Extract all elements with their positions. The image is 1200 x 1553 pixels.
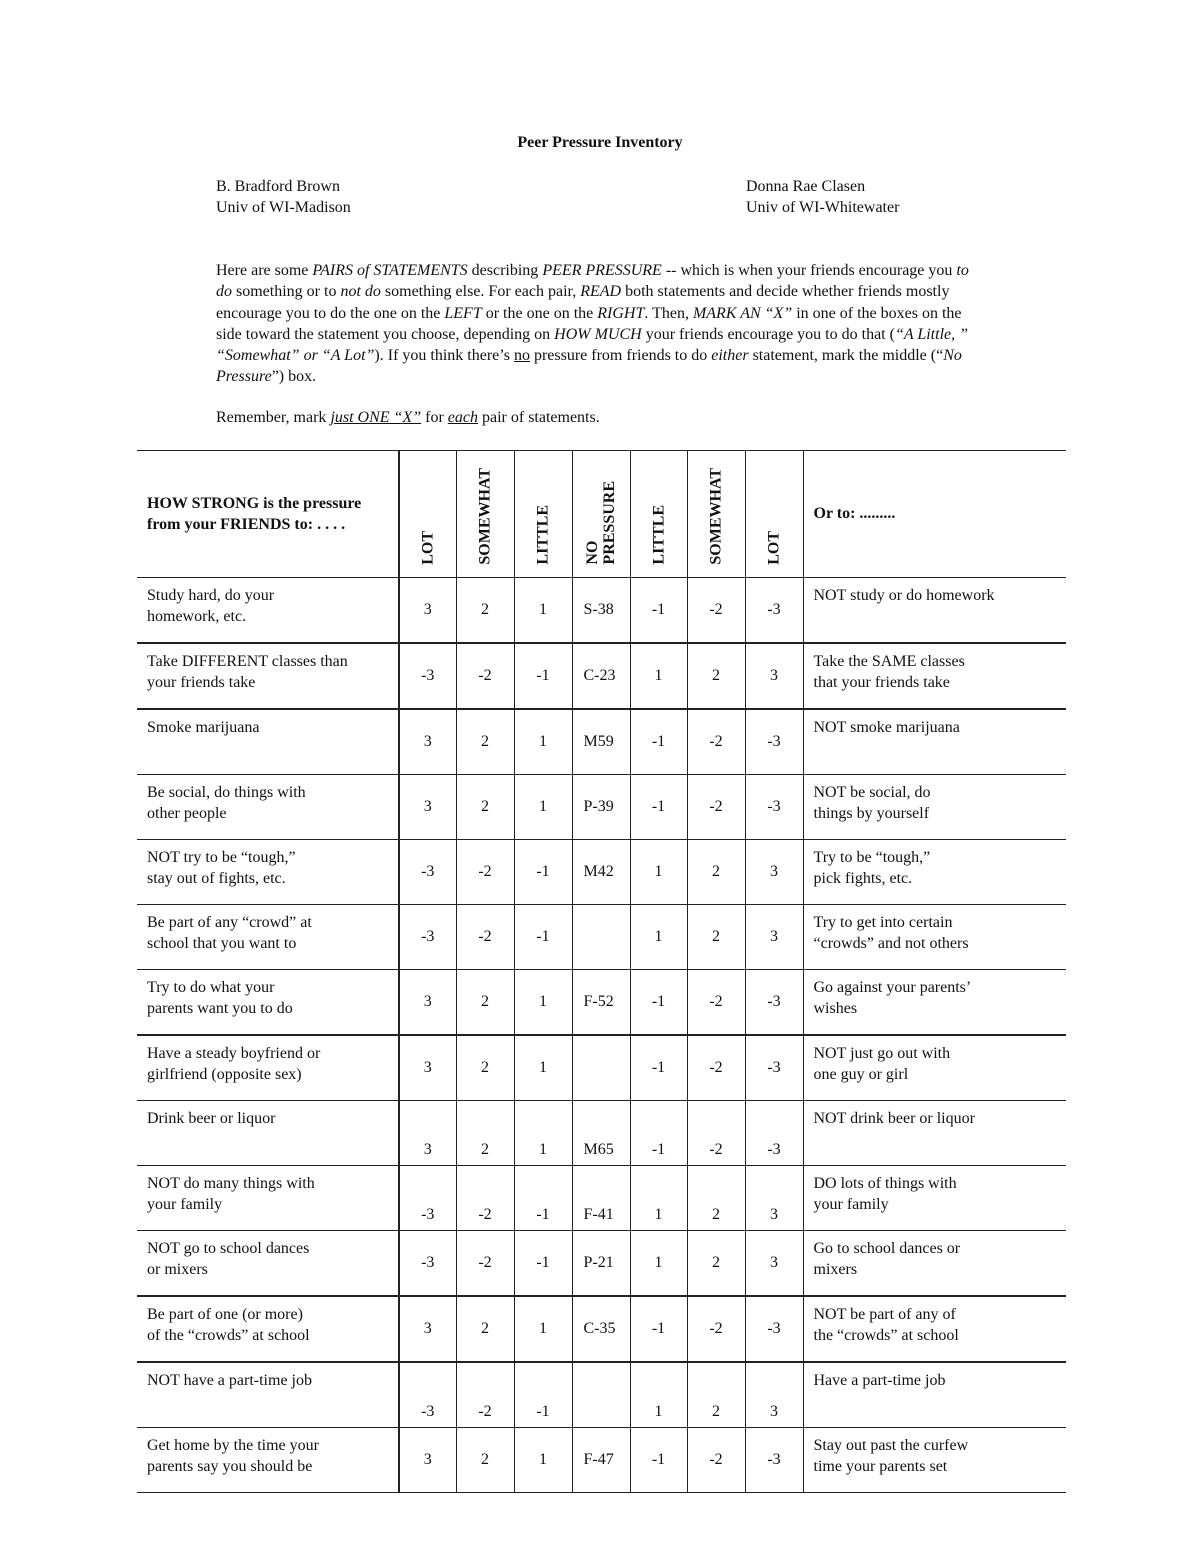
rating-cell-somewhat-left[interactable]: -2 [456,1362,514,1428]
left-statement: NOT do many things with your family [137,1166,399,1231]
author-left-name: B. Bradford Brown [216,178,340,195]
intro-emphasis: HOW MUCH [554,325,642,343]
rating-cell-somewhat-left[interactable]: 2 [456,1035,514,1101]
column-header-no-pressure [572,451,630,578]
rating-cell-somewhat-right[interactable]: 2 [687,905,745,970]
column-header-somewhat-left [456,451,514,578]
intro-text: both statements and decide whether friends mostly encourage you to do the one on the [216,283,950,322]
author-left [216,176,351,218]
rating-cell-little-left[interactable]: 1 [514,709,572,775]
rating-cell-lot-left[interactable]: 3 [399,1296,456,1362]
intro-text: ). If you think there’s [374,347,514,365]
intro-emphasis: RIGHT [597,304,645,322]
rating-cell-little-right[interactable]: 1 [630,643,687,709]
rating-cell-little-left[interactable]: 1 [514,1296,572,1362]
right-statement: NOT smoke marijuana [803,709,1066,775]
intro-emphasis: READ [580,283,622,301]
intro-text: ”) box. [271,368,317,386]
rating-cell-lot-right[interactable]: -3 [745,1035,803,1101]
rating-cell-little-right[interactable]: 1 [630,1231,687,1297]
rating-cell-somewhat-right[interactable]: -2 [687,1296,745,1362]
rating-cell-little-right[interactable]: -1 [630,970,687,1036]
rating-cell-somewhat-right[interactable]: -2 [687,709,745,775]
rating-cell-somewhat-right[interactable]: 2 [687,643,745,709]
intro-emphasis: to do [216,262,969,301]
intro-text: describing [467,262,543,279]
header-right-prompt: Or to: ......... [803,451,1066,578]
rating-cell-lot-right[interactable]: 3 [745,905,803,970]
intro-text: statement, mark the middle (“ [748,347,944,365]
rating-cell-no-pressure[interactable]: F-41 [572,1166,630,1231]
table-row [137,578,1066,644]
left-statement: Have a steady boyfriend or girlfriend (opposite sex) [137,1035,399,1101]
instructions-paragraph [216,260,986,388]
column-header-little-left [514,451,572,578]
table-row [137,643,1066,709]
intro-emphasis: not do [340,283,381,301]
intro-emphasis: PEER PRESSURE [542,262,662,279]
rating-cell-somewhat-right[interactable]: -2 [687,578,745,644]
rating-cell-little-left[interactable]: 1 [514,578,572,644]
column-label: NO PRESSURE [584,481,618,565]
rating-cell-lot-left[interactable]: -3 [399,1362,456,1428]
rating-cell-somewhat-left[interactable]: 2 [456,1428,514,1493]
rating-cell-somewhat-left[interactable]: 2 [456,1296,514,1362]
intro-emphasis: No Pressure [216,347,962,386]
rating-cell-somewhat-left[interactable]: 2 [456,970,514,1036]
rating-cell-lot-left[interactable]: 3 [399,1101,456,1166]
rating-cell-little-right[interactable]: 1 [630,905,687,970]
rating-cell-little-right[interactable]: 1 [630,1166,687,1231]
reminder-text [216,409,600,427]
table-row [137,840,1066,905]
rating-cell-somewhat-right[interactable]: -2 [687,775,745,840]
rating-cell-little-left[interactable]: 1 [514,1035,572,1101]
rating-cell-no-pressure[interactable] [572,905,630,970]
left-statement: Be part of one (or more) of the “crowds” at school [137,1296,399,1362]
reminder-emphasis: each [447,409,478,426]
right-statement: Try to be “tough,” pick fights, etc. [803,840,1066,905]
right-statement: NOT just go out with one guy or girl [803,1035,1066,1101]
rating-cell-little-left[interactable]: -1 [514,905,572,970]
rating-cell-lot-right[interactable]: -3 [745,775,803,840]
rating-cell-lot-right[interactable]: -3 [745,1101,803,1166]
intro-text: pressure from friends to do [529,347,712,365]
author-right-affiliation: Univ of WI-Whitewater [746,199,900,216]
rating-cell-little-right[interactable]: 1 [630,840,687,905]
rating-cell-lot-right[interactable]: 3 [745,1362,803,1428]
rating-cell-somewhat-left[interactable]: -2 [456,905,514,970]
rating-cell-lot-right[interactable]: 3 [745,1166,803,1231]
table-row [137,1296,1066,1362]
rating-cell-no-pressure[interactable] [572,1035,630,1101]
rating-cell-no-pressure[interactable]: F-52 [572,970,630,1036]
rating-cell-little-left[interactable]: 1 [514,775,572,840]
table-row [137,1362,1066,1428]
rating-cell-no-pressure[interactable]: S-38 [572,578,630,644]
reminder-part: Remember, mark [216,409,331,426]
author-left-affiliation: Univ of WI-Madison [216,199,351,216]
intro-text: in one of the boxes on the side toward the statement you choose, depending on [216,304,962,343]
rating-cell-somewhat-left[interactable]: 2 [456,578,514,644]
rating-cell-lot-left[interactable]: 3 [399,578,456,644]
rating-cell-little-right[interactable]: -1 [630,1035,687,1101]
author-right-name: Donna Rae Clasen [746,178,866,195]
rating-cell-lot-left[interactable]: -3 [399,840,456,905]
rating-cell-somewhat-right[interactable]: 2 [687,1231,745,1297]
intro-underline: no [513,347,530,365]
rating-cell-no-pressure[interactable]: P-21 [572,1231,630,1297]
rating-cell-little-left[interactable]: -1 [514,840,572,905]
rating-cell-somewhat-left[interactable]: -2 [456,1231,514,1297]
left-statement: Be part of any “crowd” at school that you want to [137,905,399,970]
rating-cell-lot-right[interactable]: -3 [745,578,803,644]
table-row [137,775,1066,840]
rating-cell-lot-right[interactable]: 3 [745,840,803,905]
rating-cell-no-pressure[interactable]: M59 [572,709,630,775]
left-statement: NOT try to be “tough,” stay out of fights, etc. [137,840,399,905]
rating-cell-little-left[interactable]: 1 [514,1101,572,1166]
rating-cell-somewhat-left[interactable]: -2 [456,840,514,905]
rating-cell-lot-left[interactable]: -3 [399,1166,456,1231]
rating-cell-lot-right[interactable]: -3 [745,709,803,775]
rating-cell-somewhat-right[interactable]: -2 [687,1428,745,1493]
author-right [746,176,899,218]
rating-cell-little-left[interactable]: -1 [514,643,572,709]
right-statement: NOT be part of any of the “crowds” at school [803,1296,1066,1362]
table-header-row [137,451,1066,578]
rating-cell-somewhat-left[interactable]: 2 [456,775,514,840]
left-statement: Get home by the time your parents say you should be [137,1428,399,1493]
right-statement: Go against your parents’ wishes [803,970,1066,1036]
column-header-lot-left [399,451,456,578]
rating-cell-lot-left[interactable]: -3 [399,905,456,970]
table-row [137,970,1066,1036]
table-row [137,1428,1066,1493]
column-header-somewhat-right [687,451,745,578]
left-statement: Take DIFFERENT classes than your friends take [137,643,399,709]
intro-emphasis: LEFT [444,304,482,322]
peer-pressure-table [137,450,1066,1493]
intro-text: something or to [232,283,341,301]
right-statement: Stay out past the curfew time your parents set [803,1428,1066,1493]
right-statement: NOT drink beer or liquor [803,1101,1066,1166]
table-row [137,1101,1066,1166]
rating-cell-lot-left[interactable]: -3 [399,1231,456,1297]
column-label: LOT [419,531,437,565]
left-statement: Study hard, do your homework, etc. [137,578,399,644]
rating-cell-lot-left[interactable]: -3 [399,643,456,709]
rating-cell-lot-right[interactable]: -3 [745,1428,803,1493]
intro-text: -- which is when your friends encourage you [661,262,957,279]
intro-emphasis: “A Little, ” “Somewhat” or “A Lot” [216,325,969,365]
rating-cell-lot-right[interactable]: -3 [745,1296,803,1362]
table-row [137,1231,1066,1297]
rating-cell-little-right[interactable]: -1 [630,709,687,775]
rating-cell-little-right[interactable]: -1 [630,1428,687,1493]
rating-cell-no-pressure[interactable]: M42 [572,840,630,905]
intro-text: . Then, [644,304,693,322]
table-row [137,709,1066,775]
reminder-part: for [421,409,448,426]
rating-cell-no-pressure[interactable]: C-23 [572,643,630,709]
rating-cell-no-pressure[interactable]: M65 [572,1101,630,1166]
page-title: Peer Pressure Inventory [517,134,683,151]
right-statement: DO lots of things with your family [803,1166,1066,1231]
reminder-emphasis: just ONE “X” [330,409,422,426]
rating-cell-little-right[interactable]: -1 [630,775,687,840]
rating-cell-little-left[interactable]: -1 [514,1166,572,1231]
reminder-part: pair of statements. [477,409,600,426]
left-statement: Smoke marijuana [137,709,399,775]
rating-cell-lot-left[interactable]: 3 [399,775,456,840]
rating-cell-little-left[interactable]: -1 [514,1362,572,1428]
table-row [137,1035,1066,1101]
rating-cell-somewhat-right[interactable]: -2 [687,970,745,1036]
table-row [137,1166,1066,1231]
intro-text: or the one on the [481,304,598,322]
rating-cell-lot-left[interactable]: 3 [399,970,456,1036]
right-statement: Take the SAME classes that your friends take [803,643,1066,709]
table-row [137,905,1066,970]
rating-cell-no-pressure[interactable]: F-47 [572,1428,630,1493]
rating-cell-somewhat-right[interactable]: 2 [687,1166,745,1231]
rating-cell-somewhat-right[interactable]: 2 [687,840,745,905]
rating-cell-no-pressure[interactable]: C-35 [572,1296,630,1362]
left-statement: NOT go to school dances or mixers [137,1231,399,1297]
rating-cell-somewhat-right[interactable]: -2 [687,1035,745,1101]
rating-cell-lot-right[interactable]: 3 [745,643,803,709]
rating-cell-lot-left[interactable]: 3 [399,1428,456,1493]
column-label: LITTLE [534,505,552,565]
rating-cell-little-right[interactable]: 1 [630,1362,687,1428]
left-statement: Drink beer or liquor [137,1101,399,1166]
left-statement: Try to do what your parents want you to do [137,970,399,1036]
header-left-prompt: HOW STRONG is the pressure from your FRIENDS to: . . . . [137,451,399,578]
rating-cell-little-right[interactable]: -1 [630,1101,687,1166]
right-statement: Go to school dances or mixers [803,1231,1066,1297]
rating-cell-somewhat-right[interactable]: 2 [687,1362,745,1428]
left-statement: Be social, do things with other people [137,775,399,840]
rating-cell-little-left[interactable]: 1 [514,970,572,1036]
rating-cell-no-pressure[interactable] [572,1362,630,1428]
column-header-lot-right [745,451,803,578]
column-label: SOMEWHAT [476,468,494,565]
instructions-text [216,260,986,388]
intro-text: Here are some [216,262,313,279]
intro-emphasis: MARK AN “X” [692,304,793,322]
rating-cell-no-pressure[interactable]: P-39 [572,775,630,840]
intro-emphasis: PAIRS of STATEMENTS [312,262,468,279]
left-statement: NOT have a part-time job [137,1362,399,1428]
column-label: SOMEWHAT [707,468,725,565]
right-statement: Have a part-time job [803,1362,1066,1428]
rating-cell-somewhat-right[interactable]: -2 [687,1101,745,1166]
rating-cell-lot-left[interactable]: 3 [399,709,456,775]
intro-emphasis: either [711,347,749,365]
rating-cell-little-right[interactable]: -1 [630,578,687,644]
rating-cell-lot-right[interactable]: -3 [745,970,803,1036]
right-statement: Try to get into certain “crowds” and not others [803,905,1066,970]
rating-cell-little-left[interactable]: -1 [514,1231,572,1297]
column-label: LITTLE [650,505,667,565]
rating-cell-somewhat-left[interactable]: 2 [456,1101,514,1166]
right-statement: NOT study or do homework [803,578,1066,644]
intro-text: something else. For each pair, [380,283,581,301]
right-statement: NOT be social, do things by yourself [803,775,1066,840]
rating-cell-somewhat-left[interactable]: 2 [456,709,514,775]
intro-text: your friends encourage you to do that ( [641,325,895,343]
rating-cell-lot-left[interactable]: 3 [399,1035,456,1101]
rating-cell-little-right[interactable]: -1 [630,1296,687,1362]
rating-cell-somewhat-left[interactable]: -2 [456,643,514,709]
rating-cell-lot-right[interactable]: 3 [745,1231,803,1297]
column-header-little-right [630,451,687,578]
column-label: LOT [765,531,783,565]
rating-cell-somewhat-left[interactable]: -2 [456,1166,514,1231]
rating-cell-little-left[interactable]: 1 [514,1428,572,1493]
